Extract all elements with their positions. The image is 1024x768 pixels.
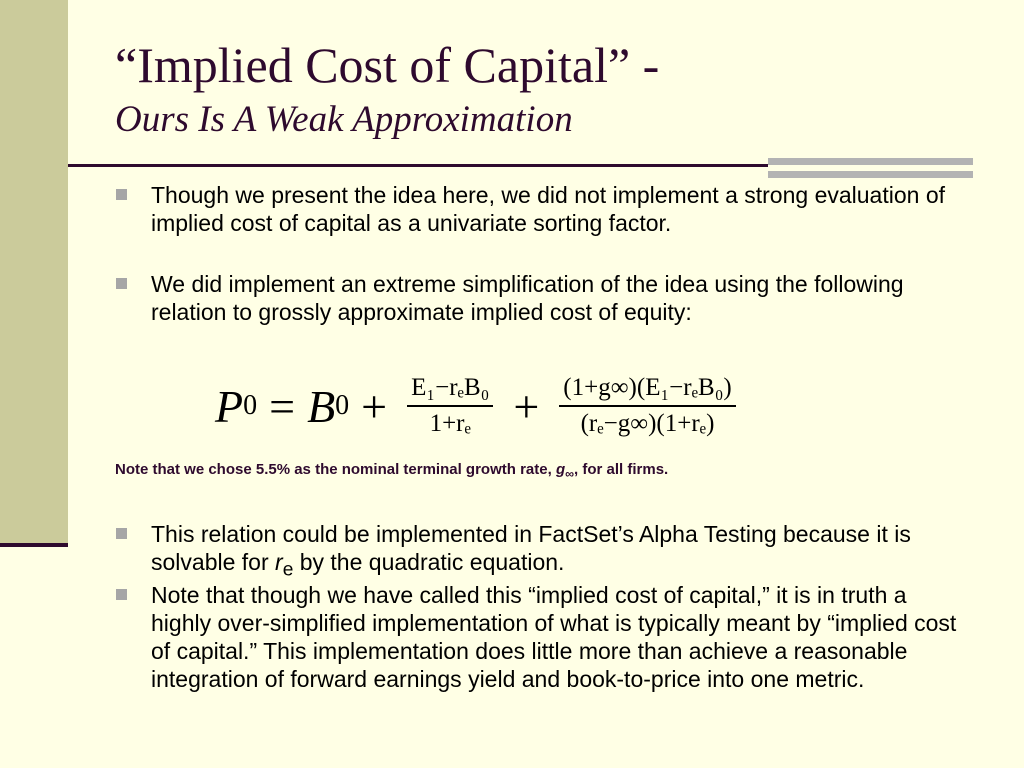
- sidebar-panel: [0, 0, 68, 544]
- bullet-square-icon: [116, 278, 127, 289]
- ccapital-equation: [215, 366, 744, 446]
- eq-fraction-1: [407, 374, 493, 438]
- bullet-3-text-after: by the quadratic equation.: [293, 549, 565, 575]
- eq-fraction-2-denominator: (rₑ−g∞)(1+rₑ): [580, 410, 715, 437]
- title-line-1: “Implied Cost of Capital” -: [115, 37, 660, 93]
- eq-fraction-1-denominator: 1+rₑ: [429, 410, 471, 437]
- bullet-square-icon: [116, 189, 127, 200]
- note-text-before: Note that we chose 5.5% as the nominal terminal growth rate,: [115, 461, 556, 478]
- eq-plus-2: +: [513, 380, 540, 432]
- slide-title: [115, 37, 660, 140]
- title-line-2: Ours Is A Weak Approximation: [115, 99, 573, 140]
- bullet-4-text: Note that though we have called this “implied cost of capital,” it is in truth a highly over-simplified implementation of what is typically meant by “implied cost of capital.” This implementation does little more than achieve a reasonable integration of forward earnings yield and book-to-price into one metric.: [151, 582, 957, 692]
- bullet-1: [116, 181, 966, 237]
- title-divider: [68, 164, 768, 167]
- eq-fraction-2-numerator: (1+g∞)(E₁−rₑB₀): [559, 374, 735, 407]
- eq-equals: =: [269, 380, 296, 432]
- note-var-g: g: [555, 461, 566, 478]
- bullet-square-icon: [116, 528, 127, 539]
- bullet-3-var-sub: e: [282, 559, 294, 581]
- bullet-2: [116, 270, 966, 326]
- note-text-after: , for all firms.: [574, 461, 669, 478]
- growth-rate-note: [115, 461, 668, 481]
- eq-b: B: [307, 380, 336, 432]
- eq-fraction-1-numerator: E₁−rₑB₀: [407, 374, 493, 407]
- divider-accent-bar-bottom: [768, 171, 973, 178]
- bullet-1-text: Though we present the idea here, we did not implement a strong evaluation of implied cost of capital as a univariate sorting factor.: [151, 182, 945, 236]
- eq-p: P: [215, 380, 244, 432]
- sidebar-accent-line: [0, 543, 68, 547]
- note-var-sub: ∞: [565, 467, 575, 481]
- bullet-3-var-r: r: [275, 549, 283, 575]
- bullet-square-icon: [116, 589, 127, 600]
- bullet-3-text: [151, 520, 966, 585]
- eq-b-sub: 0: [335, 390, 350, 421]
- bullet-3-text-before: This relation could be implemented in FactSet’s Alpha Testing because it is solvable for: [151, 521, 911, 575]
- eq-p-sub: 0: [243, 390, 258, 421]
- eq-plus-1: +: [361, 380, 388, 432]
- bullet-3: [116, 520, 966, 585]
- bullet-4: [116, 581, 966, 693]
- divider-accent-bar-top: [768, 158, 973, 165]
- eq-fraction-2: [559, 374, 735, 438]
- bullet-2-text: We did implement an extreme simplification of the idea using the following relation to grossly approximate implied cost of equity:: [151, 271, 904, 325]
